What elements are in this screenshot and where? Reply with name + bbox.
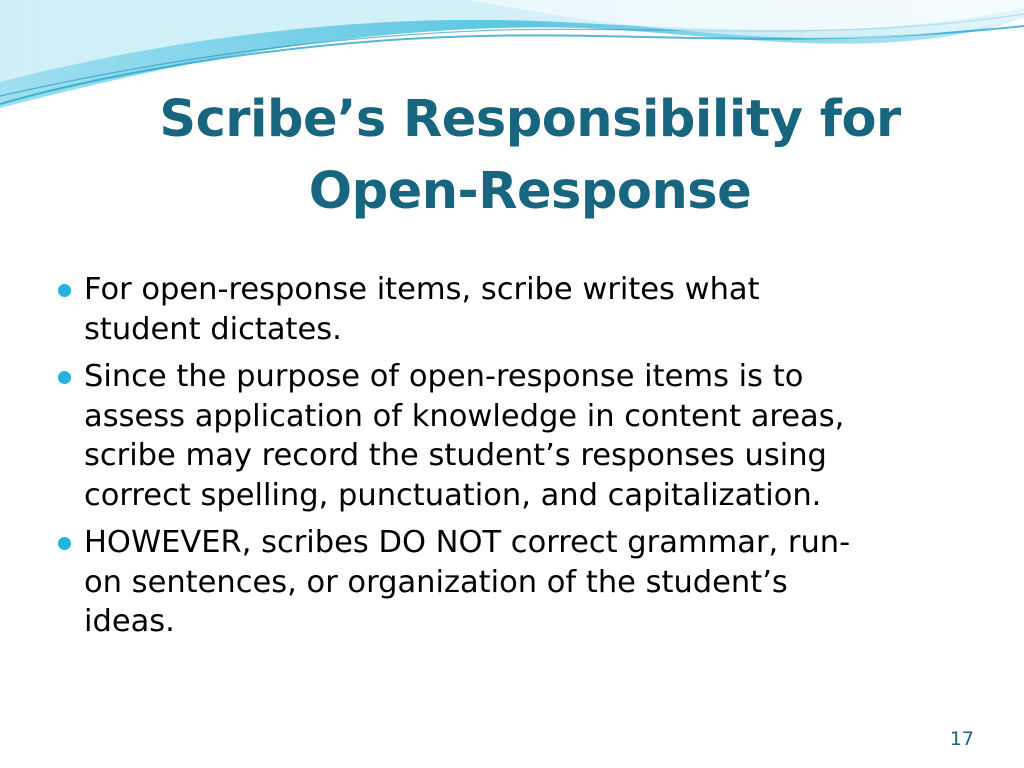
bullet-3-line-2: on sentences, or organization of the student’s bbox=[84, 564, 788, 600]
bullet-2-line-1: Since the purpose of open-response items is to bbox=[84, 359, 804, 394]
title-line-1: Scribe’s Responsibility for bbox=[159, 90, 901, 149]
bullet-dot-icon bbox=[58, 284, 71, 297]
bullet-list bbox=[52, 270, 932, 650]
bullet-item-1 bbox=[52, 270, 932, 349]
bullet-dot-icon bbox=[58, 537, 71, 550]
bullet-dot-icon bbox=[58, 371, 71, 384]
bullet-2-line-4: correct spelling, punctuation, and capitalization. bbox=[84, 477, 822, 513]
slide-title bbox=[120, 84, 940, 228]
bullet-2-line-2: assess application of knowledge in content areas, bbox=[84, 398, 845, 434]
bullet-2-line-3: scribe may record the student’s responses using bbox=[84, 438, 827, 473]
bullet-3-line-1: HOWEVER, scribes DO NOT correct grammar, run- bbox=[84, 525, 851, 560]
bullet-3-line-3: ideas. bbox=[84, 604, 175, 639]
page-number: 17 bbox=[949, 728, 974, 750]
bullet-1-line-2: student dictates. bbox=[84, 311, 342, 347]
title-line-2: Open-Response bbox=[308, 162, 752, 221]
bullet-1-line-1: For open-response items, scribe writes what bbox=[84, 272, 760, 307]
bullet-item-2 bbox=[52, 357, 932, 515]
bullet-item-3 bbox=[52, 523, 932, 642]
